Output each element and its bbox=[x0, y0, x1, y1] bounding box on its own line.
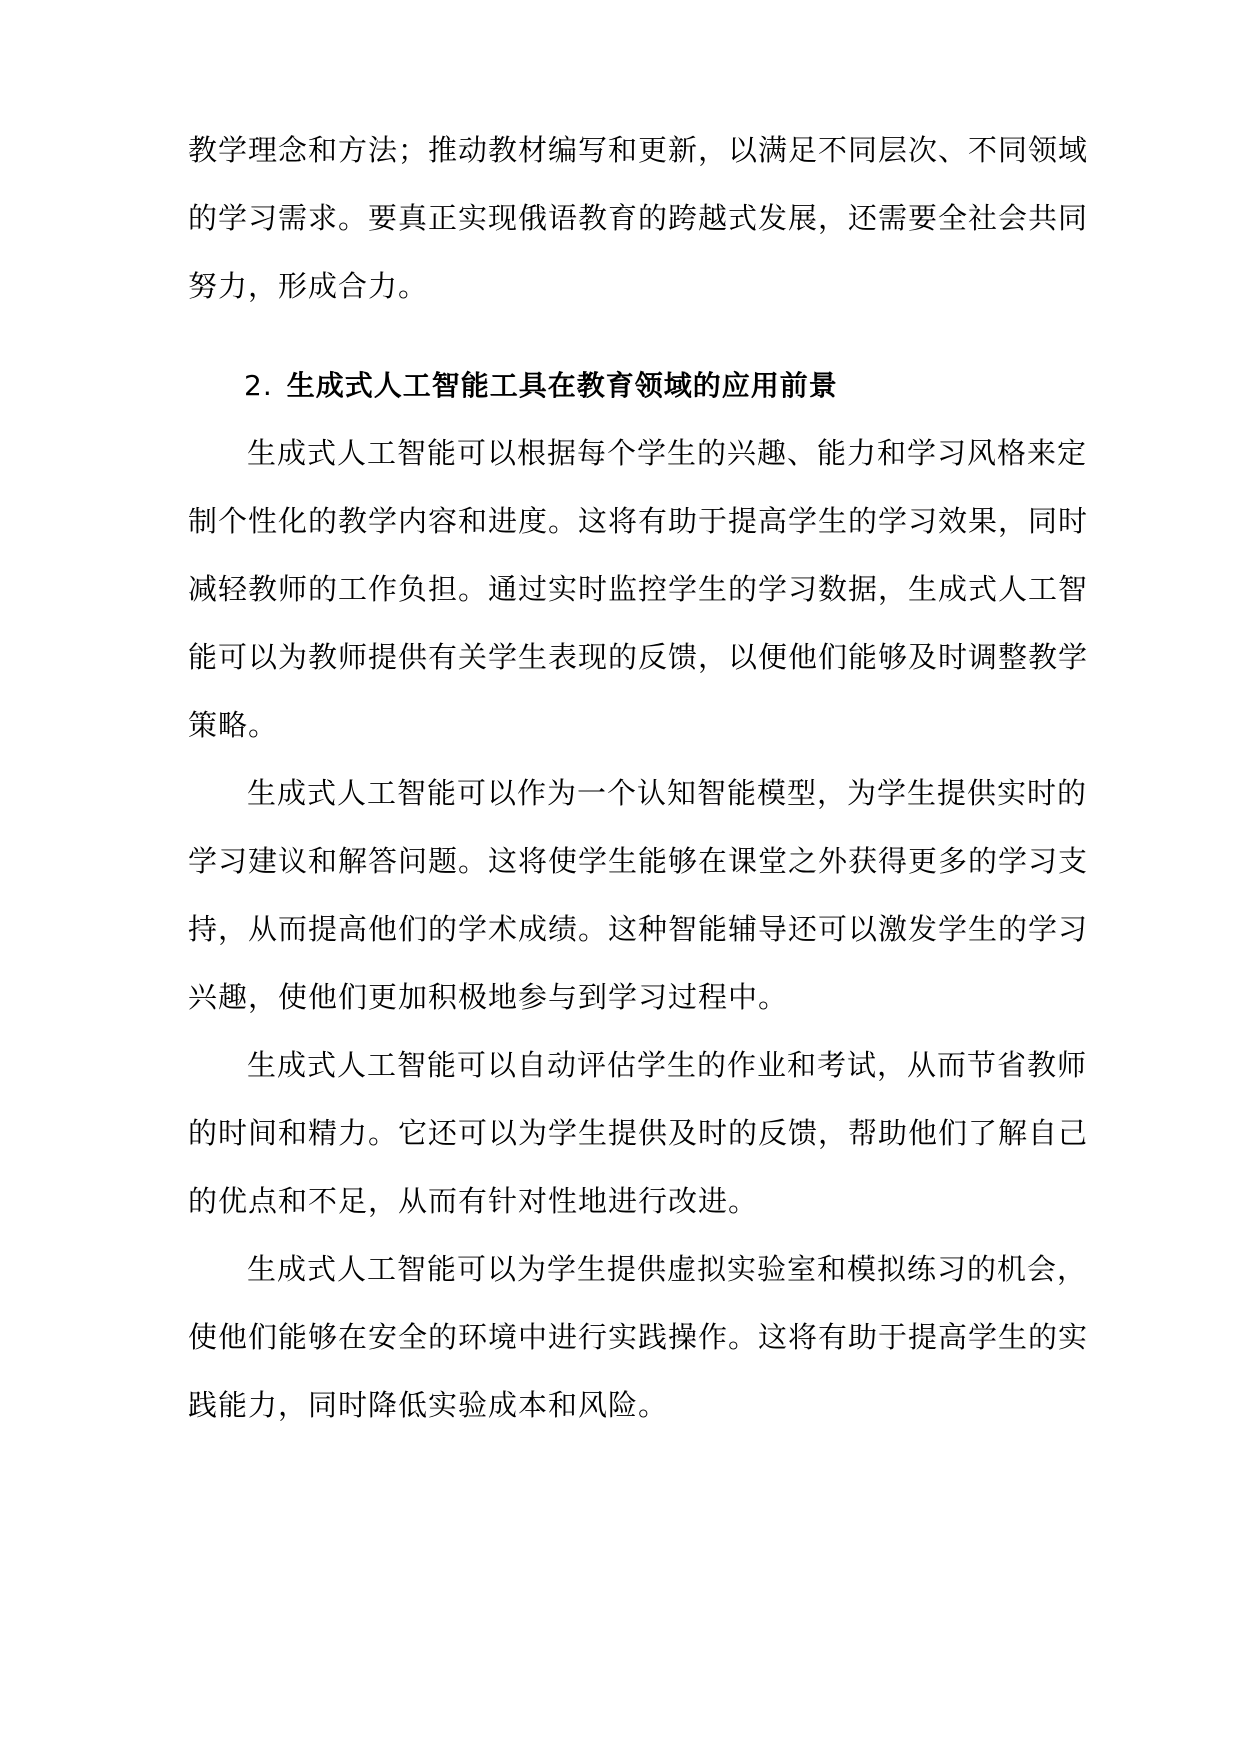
paragraph-line: 的优点和不足，从而有针对性地进行改进。 bbox=[188, 1184, 759, 1218]
paragraph-line: 兴趣，使他们更加积极地参与到学习过程中。 bbox=[188, 980, 789, 1014]
paragraph-line: 践能力，同时降低实验成本和风险。 bbox=[188, 1388, 669, 1422]
paragraph-line: 的学习需求。要真正实现俄语教育的跨越式发展，还需要全社会共同 bbox=[188, 201, 1089, 235]
paragraph-line: 的时间和精力。它还可以为学生提供及时的反馈，帮助他们了解自己 bbox=[188, 1116, 1089, 1150]
paragraph-line: 持，从而提高他们的学术成绩。这种智能辅导还可以激发学生的学习 bbox=[188, 912, 1089, 946]
paragraph-line: 生成式人工智能可以根据每个学生的兴趣、能力和学习风格来定 bbox=[247, 436, 1088, 470]
paragraph-line: 策略。 bbox=[188, 708, 279, 742]
paragraph-line: 努力，形成合力。 bbox=[188, 269, 429, 303]
section-title: 生成式人工智能工具在教育领域的应用前景 bbox=[286, 369, 838, 402]
paragraph-line: 减轻教师的工作负担。通过实时监控学生的学习数据，生成式人工智 bbox=[188, 572, 1089, 606]
paragraph-line: 学习建议和解答问题。这将使学生能够在课堂之外获得更多的学习支 bbox=[188, 844, 1089, 878]
section-number: 2. bbox=[244, 369, 273, 402]
paragraph-line: 生成式人工智能可以自动评估学生的作业和考试，从而节省教师 bbox=[247, 1048, 1088, 1082]
paragraph-line: 制个性化的教学内容和进度。这将有助于提高学生的学习效果，同时 bbox=[188, 504, 1089, 538]
paragraph-line: 生成式人工智能可以为学生提供虚拟实验室和模拟练习的机会， bbox=[247, 1252, 1088, 1286]
section-heading bbox=[244, 366, 838, 406]
paragraph-line: 生成式人工智能可以作为一个认知智能模型，为学生提供实时的 bbox=[247, 776, 1088, 810]
paragraph-line: 使他们能够在安全的环境中进行实践操作。这将有助于提高学生的实 bbox=[188, 1320, 1089, 1354]
paragraph-line: 能可以为教师提供有关学生表现的反馈，以便他们能够及时调整教学 bbox=[188, 640, 1089, 674]
paragraph-line: 教学理念和方法；推动教材编写和更新，以满足不同层次、不同领域 bbox=[188, 133, 1089, 167]
